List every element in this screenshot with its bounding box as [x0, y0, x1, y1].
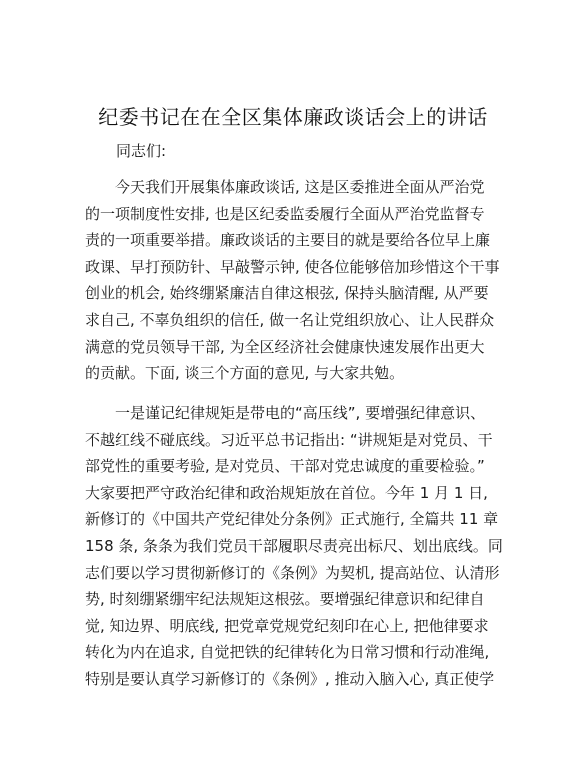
paragraph-line: 势, 时刻绷紧绷牢纪法规矩这根弦。要增强纪律意识和纪律自 [85, 590, 485, 609]
paragraph-line: 不越红线不碰底线。习近平总书记指出: “讲规矩是对党员、干 [85, 430, 493, 449]
paragraph-line: 转化为内在追求, 自觉把铁的纪律转化为日常习惯和行动准绳, [85, 643, 490, 662]
document-title: 纪委书记在在全区集体廉政谈话会上的讲话 [98, 105, 488, 129]
paragraph-line: 责的一项重要举措。廉政谈话的主要目的就是要给各位早上廉 [85, 231, 491, 250]
paragraph-line: 觉, 知边界、明底线, 把党章党规党纪刻印在心上, 把他律要求 [85, 616, 489, 635]
paragraph-line: 的贡献。下面, 谈三个方面的意见, 与大家共勉。 [85, 364, 405, 383]
paragraph-line: 特别是要认真学习新修订的《条例》, 推动入脑入心, 真正使学 [85, 669, 495, 688]
paragraph-discipline [85, 400, 525, 693]
paragraph-line: 一是谨记纪律规矩是带电的“高压线”, 要增强纪律意识、 [115, 404, 486, 422]
paragraph-line: 求自己, 不辜负组织的信任, 做一名让党组织放心、让人民群众 [85, 310, 495, 329]
salutation: 同志们: [116, 142, 167, 160]
paragraph-line: 政课、早打预防针、早敲警示钟, 使各位能够倍加珍惜这个干事 [85, 257, 500, 276]
paragraph-line: 158 条, 条条为我们党员干部履职尽责亮出标尺、划出底线。同 [85, 536, 503, 555]
paragraph-line: 志们要以学习贯彻新修订的《条例》为契机, 提高站位、认清形 [85, 563, 500, 582]
paragraph-line: 的一项制度性安排, 也是区纪委监委履行全面从严治党监督专 [85, 204, 485, 223]
paragraph-opening [85, 174, 525, 387]
paragraph-line: 满意的党员领导干部, 为全区经济社会健康快速发展作出更大 [85, 337, 485, 356]
paragraph-line: 新修订的《中国共产党纪律处分条例》正式施行, 全篇共 11 章 [85, 510, 499, 529]
paragraph-line: 创业的机会, 始终绷紧廉洁自律这根弦, 保持头脑清醒, 从严要 [85, 284, 489, 303]
paragraph-line: 大家要把严守政治纪律和政治规矩放在首位。今年 1 月 1 日, [85, 483, 488, 502]
paragraph-line: 部党性的重要考验, 是对党员、干部对党忠诚度的重要检验。” [85, 457, 485, 476]
paragraph-line: 今天我们开展集体廉政谈话, 这是区委推进全面从严治党 [115, 178, 485, 196]
